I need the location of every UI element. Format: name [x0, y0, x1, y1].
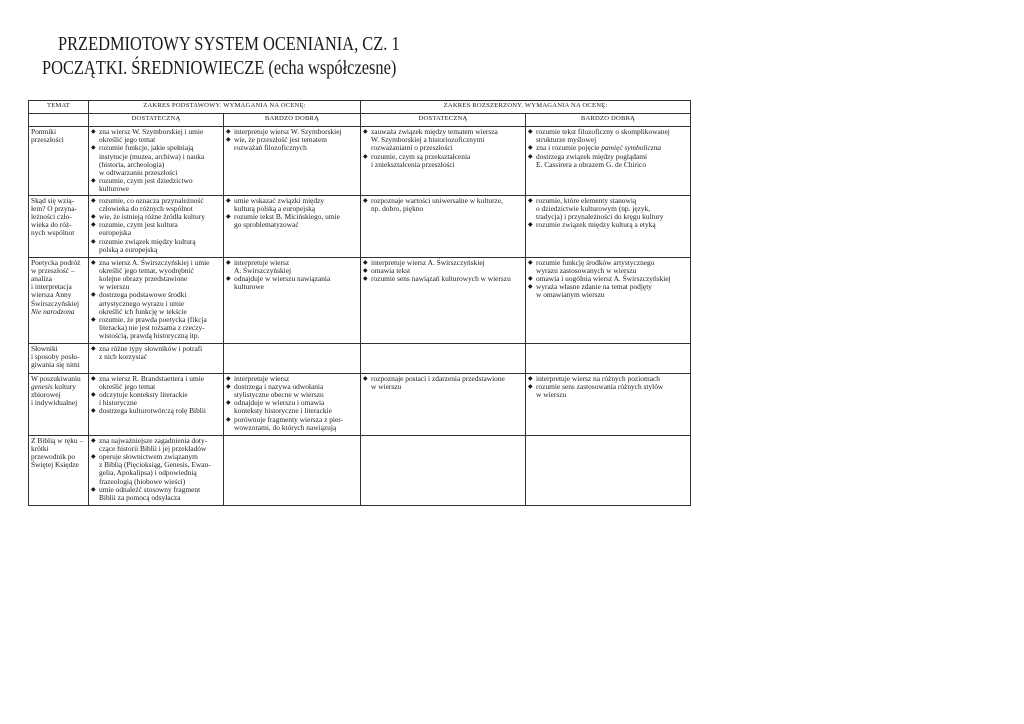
header-temat: TEMAT — [29, 101, 89, 114]
requirement-cell — [89, 195, 224, 257]
requirement-list — [363, 197, 523, 213]
topic-italic: genesis — [31, 381, 53, 391]
topic-cell: Słowniki i sposoby posłu- giwania się nimi — [29, 343, 89, 373]
list-item: ◆ odczytuje konteksty literackie i historyczne — [91, 391, 221, 407]
list-item: ◆ wie, że przeszłość jest tematem rozważań filozoficznych — [226, 136, 358, 152]
header-grade-basic-sufficient: DOSTATECZNĄ — [89, 114, 224, 127]
list-item: ◆ odnajduje w wierszu nawiązania kulturowe — [226, 275, 358, 291]
requirement-list — [226, 259, 358, 292]
list-item: ◆ rozpoznaje wartości uniwersalne w kulturze, np. dobro, piękno — [363, 197, 523, 213]
list-item: ◆ zna wiersz R. Brandstaettera i umie określić jego temat — [91, 375, 221, 391]
table-row — [29, 257, 691, 343]
list-item: ◆ rozpoznaje postaci i zdarzenia przedstawione w wierszu — [363, 375, 523, 391]
requirement-list — [226, 128, 358, 153]
requirement-cell — [224, 257, 361, 343]
requirement-list — [226, 197, 358, 230]
requirement-list — [363, 128, 523, 169]
list-item: ◆ rozumie sens nawiązań kulturowych w wierszu — [363, 275, 523, 283]
requirement-cell — [361, 127, 526, 196]
topic-italic: Nie narodzona — [31, 306, 75, 316]
topic-cell: Z Biblią w ręku – krótki przewodnik po Świętej Księdze — [29, 435, 89, 505]
header-grade-basic-very-good: BARDZO DOBRĄ — [224, 114, 361, 127]
requirement-list — [363, 375, 523, 391]
grading-table — [28, 100, 691, 506]
list-item: ◆ interpretuje wiersz — [226, 375, 358, 383]
list-item: ◆ zna różne typy słowników i potrafi z nich korzystać — [91, 345, 221, 361]
requirement-cell — [361, 257, 526, 343]
requirement-cell — [361, 343, 526, 373]
requirement-cell — [89, 257, 224, 343]
requirement-cell — [224, 373, 361, 435]
requirement-list — [91, 128, 221, 194]
emphasized-term: pamięć symboliczna — [601, 143, 662, 153]
requirement-cell — [526, 373, 691, 435]
list-item: ◆ umie odnaleźć stosowny fragment Biblii za pomocą odsyłacza — [91, 486, 221, 502]
list-item: ◆ dostrzega związek między poglądami E. Cassirera a obrazem G. de Chirico — [528, 153, 688, 169]
requirement-cell — [224, 343, 361, 373]
topic-cell: Skąd się wzią- łem? O przyna- leżności czło- wieka do róż- nych wspólnot — [29, 195, 89, 257]
requirement-cell — [224, 127, 361, 196]
list-item: ◆ wyraża własne zdanie na temat podjęty w omawianym wierszu — [528, 283, 688, 299]
list-item: ◆ zna najważniejsze zagadnienia doty- czące historii Biblii i jej przekładów — [91, 437, 221, 453]
list-item: ◆ wie, że istnieją różne źródła kultury — [91, 213, 221, 221]
header-blank — [29, 114, 89, 127]
list-item: ◆ rozumie związek między kulturą polską a europejską — [91, 238, 221, 254]
table-row — [29, 373, 691, 435]
list-item: ◆ rozumie związek między kulturą a etyką — [528, 221, 688, 229]
header-row-grades — [29, 114, 691, 127]
requirement-cell — [526, 195, 691, 257]
requirement-list — [91, 259, 221, 341]
list-item: ◆ zauważa związek między tematem wiersza W. Szymborskiej a historiozoficznymi rozważaniami o przeszłości — [363, 128, 523, 153]
list-item: ◆ rozumie, czym są przekształcenia i zniekształcenia przeszłości — [363, 153, 523, 169]
requirement-list — [528, 128, 688, 169]
requirement-list — [91, 197, 221, 254]
list-item: ◆ zna wiersz W. Szymborskiej i umie określić jego temat — [91, 128, 221, 144]
header-grade-extended-very-good: BARDZO DOBRĄ — [526, 114, 691, 127]
list-item: ◆ zna wiersz A. Świrszczyńskiej i umie określić jego temat, wyodrębnić kolejne obrazy przedstawione w wierszu — [91, 259, 221, 292]
requirement-list — [528, 375, 688, 400]
list-item: ◆ odnajduje w wierszu i omawia konteksty historyczne i literackie — [226, 399, 358, 415]
list-item: ◆ rozumie, czym jest kultura europejska — [91, 221, 221, 237]
list-item: ◆ interpretuje wiersz na różnych poziomach — [528, 375, 688, 383]
requirement-cell — [224, 435, 361, 505]
list-item: ◆ porównuje fragmenty wiersza z pier- wowzorami, do których nawiązują — [226, 416, 358, 432]
requirement-cell — [526, 127, 691, 196]
requirement-cell — [361, 373, 526, 435]
list-item: ◆ rozumie tekst B. Micińskiego, umie go sproblematyzować — [226, 213, 358, 229]
requirement-cell — [89, 343, 224, 373]
list-item: ◆ rozumie, że prawda poetycka (fikcja literacka) nie jest tożsama z rzeczy- wistością, prawdą historyczną itp. — [91, 316, 221, 341]
requirement-cell — [526, 343, 691, 373]
list-item: ◆ rozumie tekst filozoficzny o skomplikowanej strukturze myślowej — [528, 128, 688, 144]
list-item: ◆ rozumie, czym jest dziedzictwo kulturowe — [91, 177, 221, 193]
table-row — [29, 127, 691, 196]
requirement-list — [528, 197, 688, 230]
requirement-list — [528, 259, 688, 300]
list-item: ◆ dostrzega podstawowe środki artystycznego wyrazu i umie określić ich funkcję w tekście — [91, 291, 221, 316]
document-title-line-2: POCZĄTKI. ŚREDNIOWIECZE (echa współczesne) — [42, 57, 397, 79]
header-extended-range: ZAKRES ROZSZERZONY. WYMAGANIA NA OCENĘ: — [361, 101, 691, 114]
requirement-cell — [526, 435, 691, 505]
table-body — [29, 127, 691, 506]
requirement-cell — [89, 373, 224, 435]
list-item: ◆ dostrzega kulturotwórczą rolę Biblii — [91, 407, 221, 415]
header-grade-extended-sufficient: DOSTATECZNĄ — [361, 114, 526, 127]
table-row — [29, 343, 691, 373]
list-item: ◆ rozumie sens zastosowania różnych stylów w wierszu — [528, 383, 688, 399]
header-row-ranges — [29, 101, 691, 114]
requirement-list — [91, 437, 221, 503]
list-item: ◆ rozumie, co oznacza przynależność człowieka do różnych wspólnot — [91, 197, 221, 213]
list-item: ◆ rozumie funkcję środków artystycznego wyrazu zastosowanych w wierszu — [528, 259, 688, 275]
requirement-list — [226, 375, 358, 432]
list-item: ◆ interpretuje wiersz A. Świrszczyńskiej — [363, 259, 523, 267]
topic-cell: Pomniki przeszłości — [29, 127, 89, 196]
list-item: ◆ omawia tekst — [363, 267, 523, 275]
list-item: ◆ omawia i uogólnia wiersz A. Świrszczyńskiej — [528, 275, 688, 283]
list-item: ◆ operuje słownictwem związanym z Biblią (Pięcioksiąg, Genesis, Ewan- gelia, Apokalipsa) i odpowiednią frazeologią (hiobowe wieści) — [91, 453, 221, 486]
requirement-cell — [526, 257, 691, 343]
document-title-line-1: PRZEDMIOTOWY SYSTEM OCENIANIA, CZ. 1 — [58, 33, 400, 55]
topic-cell: Poetycka podróż w przeszłość – analiza i interpretacja wiersza Anny Świrszczyńskiej Nie narodzona — [29, 257, 89, 343]
requirement-cell — [89, 435, 224, 505]
list-item: ◆ umie wskazać związki między kulturą polską a europejską — [226, 197, 358, 213]
list-item: ◆ interpretuje wiersz A. Świrszczyńskiej — [226, 259, 358, 275]
list-item: ◆ rozumie, które elementy stanowią o dziedzictwie kulturowym (np. język, tradycja) i przynależności do kręgu kultury — [528, 197, 688, 222]
requirement-cell — [224, 195, 361, 257]
list-item: ◆ interpretuje wiersz W. Szymborskiej — [226, 128, 358, 136]
requirement-cell — [89, 127, 224, 196]
table-row — [29, 195, 691, 257]
table-row — [29, 435, 691, 505]
requirement-list — [363, 259, 523, 284]
requirement-cell — [361, 435, 526, 505]
header-basic-range: ZAKRES PODSTAWOWY. WYMAGANIA NA OCENĘ: — [89, 101, 361, 114]
requirement-list — [91, 345, 221, 361]
topic-cell: W poszukiwaniu genesis kultury zbiorowej i indywidualnej — [29, 373, 89, 435]
list-item: ◆ zna i rozumie pojęcie pamięć symboliczna — [528, 144, 688, 152]
list-item: ◆ rozumie funkcje, jakie spełniają instytucje (muzea, archiwa) i nauka (historia, archeologia) w odtwarzaniu przeszłości — [91, 144, 221, 177]
list-item: ◆ dostrzega i nazywa odwołania stylistyczne obecne w wierszu — [226, 383, 358, 399]
requirement-list — [91, 375, 221, 416]
requirement-cell — [361, 195, 526, 257]
